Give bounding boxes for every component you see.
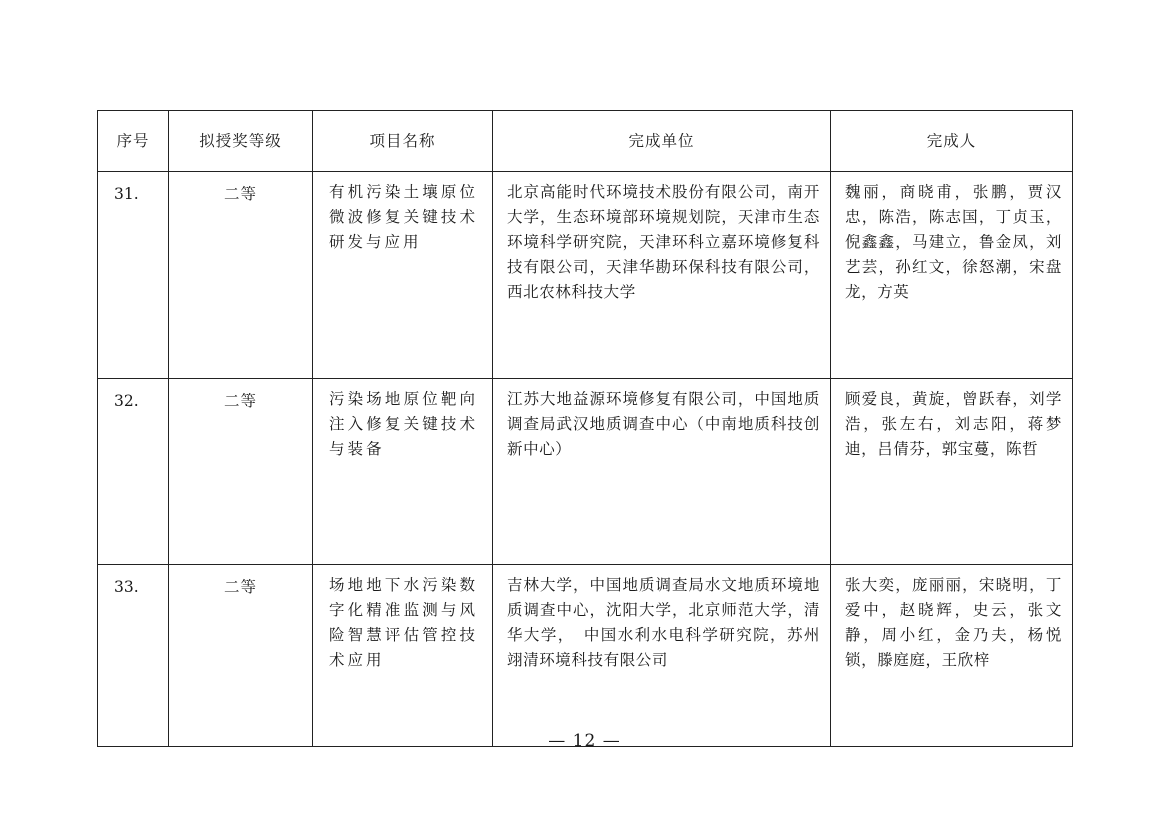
header-project: 项目名称 <box>313 111 493 172</box>
table-row <box>98 379 1073 565</box>
cell-project: 有机污染土壤原位微波修复关键技术研发与应用 <box>313 172 493 379</box>
cell-grade: 二等 <box>169 565 313 747</box>
cell-seq: 31. <box>98 172 169 379</box>
cell-people: 张大奕，庞丽丽，宋晓明，丁爱中，赵晓辉，史云，张文静，周小红，金乃夫，杨悦锁，滕庭庭，王欣梓 <box>831 565 1073 747</box>
cell-unit: 北京高能时代环境技术股份有限公司，南开大学，生态环境部环境规划院，天津市生态环境科学研究院，天津环科立嘉环境修复科技有限公司，天津华勘环保科技有限公司，西北农林科技大学 <box>493 172 831 379</box>
cell-people: 顾爱良，黄旋，曾跃春，刘学浩，张左右，刘志阳，蒋梦迪，吕倩芬，郭宝蔓，陈哲 <box>831 379 1073 565</box>
cell-project: 污染场地原位靶向注入修复关键技术与装备 <box>313 379 493 565</box>
header-unit: 完成单位 <box>493 111 831 172</box>
page-number: — 12 — <box>548 731 621 751</box>
awards-table <box>97 110 1073 747</box>
cell-project: 场地地下水污染数字化精准监测与风险智慧评估管控技术应用 <box>313 565 493 747</box>
cell-seq: 32. <box>98 379 169 565</box>
cell-seq: 33. <box>98 565 169 747</box>
cell-grade: 二等 <box>169 379 313 565</box>
cell-grade: 二等 <box>169 172 313 379</box>
cell-unit: 江苏大地益源环境修复有限公司，中国地质调查局武汉地质调查中心（中南地质科技创新中心） <box>493 379 831 565</box>
cell-people: 魏丽，商晓甫，张鹏，贾汉忠，陈浩，陈志国，丁贞玉，倪鑫鑫，马建立，鲁金凤，刘艺芸，孙红文，徐怒潮，宋盘龙，方英 <box>831 172 1073 379</box>
table-row <box>98 172 1073 379</box>
header-people: 完成人 <box>831 111 1073 172</box>
header-seq: 序号 <box>98 111 169 172</box>
cell-unit: 吉林大学，中国地质调查局水文地质环境地质调查中心，沈阳大学，北京师范大学，清华大学， 中国水利水电科学研究院，苏州翊清环境科技有限公司 <box>493 565 831 747</box>
table-header-row <box>98 111 1073 172</box>
table-row <box>98 565 1073 747</box>
header-grade: 拟授奖等级 <box>169 111 313 172</box>
